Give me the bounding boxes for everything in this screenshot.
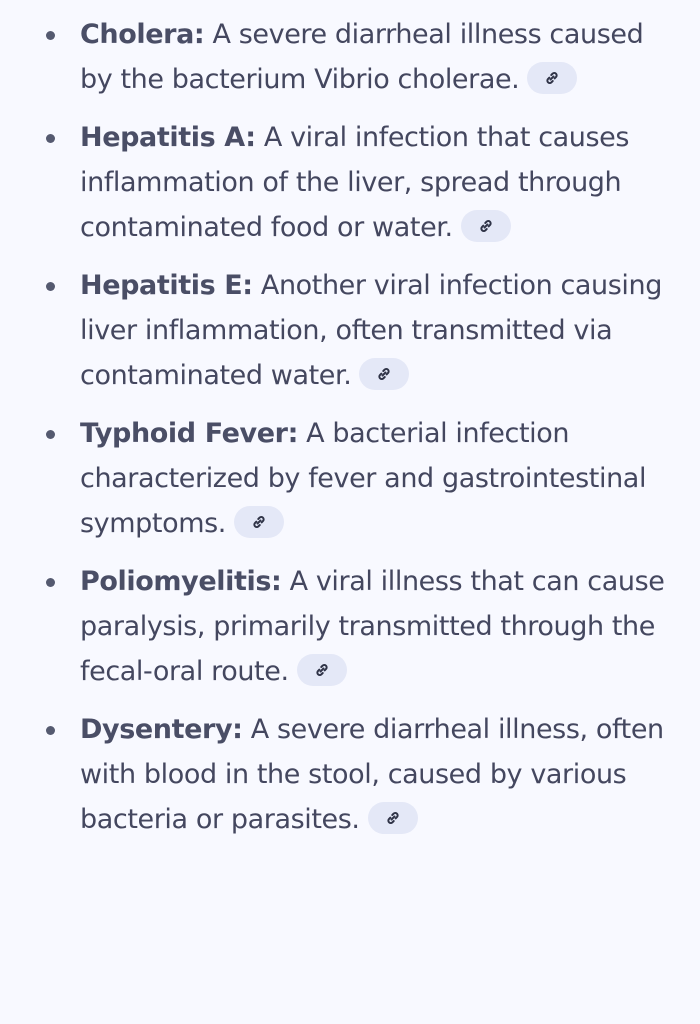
source-link-button[interactable] [527,62,577,94]
list-item [0,707,690,842]
source-link-button[interactable] [359,358,409,390]
disease-term: Hepatitis A: [80,122,256,153]
source-link-button[interactable] [234,506,284,538]
bullet [46,430,55,439]
list-item [0,115,690,250]
source-link-button[interactable] [461,210,511,242]
disease-description: A severe diarrheal illness, often with blood in the stool, caused by various bacteria or parasites. [80,714,664,835]
disease-term: Poliomyelitis: [80,566,282,597]
list-item [0,411,690,546]
link-icon [250,513,268,531]
bullet [46,134,55,143]
source-link-button[interactable] [368,802,418,834]
link-icon [375,365,393,383]
link-icon [477,217,495,235]
bullet [46,31,55,40]
link-icon [313,661,331,679]
disease-description: Another viral infection causing liver inflammation, often transmitted via contaminated water. [80,270,662,391]
list-item [0,12,690,102]
disease-description: A severe diarrheal illness caused by the bacterium Vibrio cholerae. [80,19,644,95]
bullet [46,578,55,587]
disease-description: A viral illness that can cause paralysis, primarily transmitted through the fecal-oral route. [80,566,665,687]
disease-list [0,12,700,855]
source-link-button[interactable] [297,654,347,686]
link-icon [384,809,402,827]
list-item [0,559,690,694]
disease-term: Hepatitis E: [80,270,253,301]
bullet [46,282,55,291]
disease-term: Cholera: [80,19,205,50]
link-icon [543,69,561,87]
disease-term: Typhoid Fever: [80,418,298,449]
disease-term: Dysentery: [80,714,243,745]
disease-description: A bacterial infection characterized by fever and gastrointestinal symptoms. [80,418,647,539]
list-item [0,263,690,398]
bullet [46,726,55,735]
disease-description: A viral infection that causes inflammation of the liver, spread through contaminated food or water. [80,122,630,243]
